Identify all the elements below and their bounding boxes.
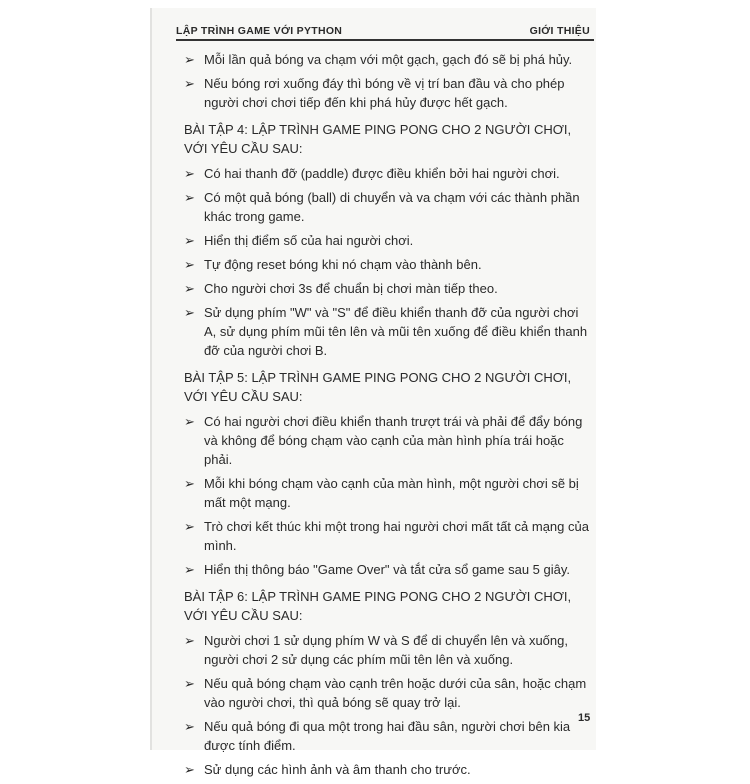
arrow-bullet-icon: ➢ — [184, 305, 195, 320]
list-item: ➢ Trò chơi kết thúc khi một trong hai người chơi mất tất cả mạng của mình. — [184, 519, 589, 553]
list-item: ➢ Sử dụng phím "W" và "S" để điều khiển thanh đỡ của người chơi A, sử dụng phím mũi tên lên và mũi tên xuống để điều khiển thanh đỡ của người chơi B. — [184, 305, 588, 358]
arrow-bullet-icon: ➢ — [184, 562, 195, 577]
arrow-bullet-icon: ➢ — [184, 719, 195, 734]
running-header — [176, 22, 594, 40]
list-item: ➢ Mỗi khi bóng chạm vào cạnh của màn hình, một người chơi sẽ bị mất một mạng. — [184, 476, 579, 510]
arrow-bullet-icon: ➢ — [184, 476, 195, 491]
arrow-bullet-icon: ➢ — [184, 676, 195, 691]
exercise-5-requirements — [182, 412, 592, 579]
list-item: ➢ Mỗi lần quả bóng va chạm với một gạch, gạch đó sẽ bị phá hủy. — [184, 52, 573, 67]
list-item: ➢ Nếu bóng rơi xuống đáy thì bóng về vị trí ban đầu và cho phép người chơi chơi tiếp đến khi phá hủy được hết gạch. — [184, 76, 565, 110]
list-item: ➢ Tự động reset bóng khi nó chạm vào thành bên. — [184, 257, 482, 272]
header-chapter-title: GIỚI THIỆU — [529, 25, 590, 37]
list-item: ➢ Cho người chơi 3s để chuẩn bị chơi màn tiếp theo. — [184, 281, 498, 296]
list-item: ➢ Có hai thanh đỡ (paddle) được điều khiển bởi hai người chơi. — [184, 166, 560, 181]
list-item: ➢ Hiển thị điểm số của hai người chơi. — [184, 233, 414, 248]
arrow-bullet-icon: ➢ — [184, 633, 195, 648]
list-item: ➢ Người chơi 1 sử dụng phím W và S để di chuyển lên và xuống, người chơi 2 sử dụng các phím mũi tên lên và xuống. — [184, 633, 568, 667]
exercise-6-title: BÀI TẬP 6: LẬP TRÌNH GAME PING PONG CHO 2 NGƯỜI CHƠI, VỚI YÊU CẦU SAU: — [184, 589, 572, 623]
page-binding-edge — [150, 8, 152, 750]
header-book-title: LẬP TRÌNH GAME VỚI PYTHON — [176, 25, 343, 37]
arrow-bullet-icon: ➢ — [184, 190, 195, 205]
arrow-bullet-icon: ➢ — [184, 52, 195, 67]
exercise-4-requirements — [182, 164, 592, 360]
header-rule — [176, 39, 594, 41]
arrow-bullet-icon: ➢ — [184, 281, 195, 296]
page-number: 15 — [578, 712, 591, 724]
list-item: ➢ Hiển thị thông báo "Game Over" và tắt cửa sổ game sau 5 giây. — [184, 562, 570, 577]
arrow-bullet-icon: ➢ — [184, 166, 195, 181]
exercise-6-requirements — [182, 631, 592, 779]
arrow-bullet-icon: ➢ — [184, 257, 195, 272]
exercise-5-title: BÀI TẬP 5: LẬP TRÌNH GAME PING PONG CHO 2 NGƯỜI CHƠI, VỚI YÊU CẦU SAU: — [184, 370, 572, 404]
exercise-4-title: BÀI TẬP 4: LẬP TRÌNH GAME PING PONG CHO 2 NGƯỜI CHƠI, VỚI YÊU CẦU SAU: — [184, 122, 572, 156]
page-content — [182, 50, 592, 784]
arrow-bullet-icon: ➢ — [184, 762, 195, 777]
intro-bullet-list — [182, 50, 592, 112]
list-item: ➢ Sử dụng các hình ảnh và âm thanh cho trước. — [184, 762, 471, 777]
arrow-bullet-icon: ➢ — [184, 519, 195, 534]
arrow-bullet-icon: ➢ — [184, 414, 195, 429]
list-item: ➢ Nếu quả bóng chạm vào cạnh trên hoặc dưới của sân, hoặc chạm vào người chơi, thì quả bóng sẽ quay trở lại. — [184, 676, 587, 710]
arrow-bullet-icon: ➢ — [184, 233, 195, 248]
arrow-bullet-icon: ➢ — [184, 76, 195, 91]
list-item: ➢ Nếu quả bóng đi qua một trong hai đầu sân, người chơi bên kia được tính điểm. — [184, 719, 571, 753]
list-item: ➢ Có một quả bóng (ball) di chuyển và va chạm với các thành phần khác trong game. — [184, 190, 580, 224]
list-item: ➢ Có hai người chơi điều khiển thanh trượt trái và phải để đẩy bóng và không để bóng chạm vào cạnh của màn hình phía trái hoặc phải. — [184, 414, 583, 467]
